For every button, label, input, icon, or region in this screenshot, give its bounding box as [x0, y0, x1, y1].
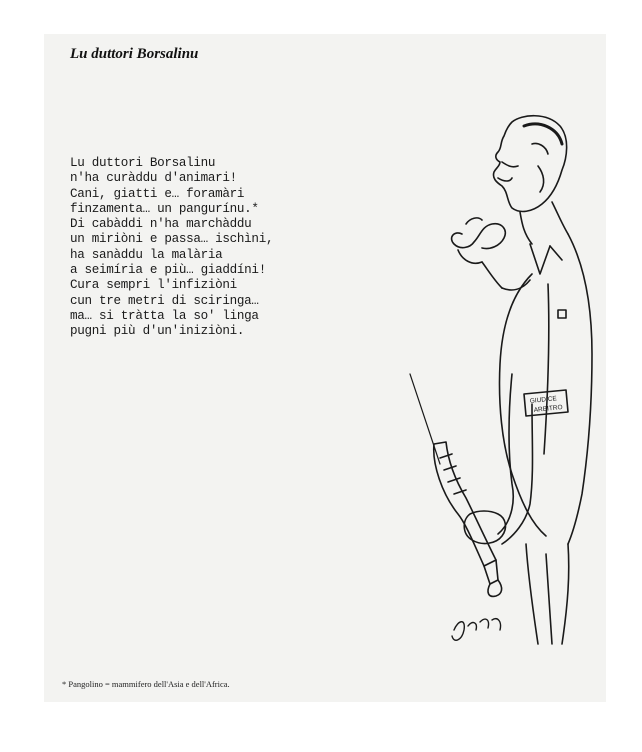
- poem-line: un miriòni e passa… ischìni,: [70, 232, 274, 247]
- poem-line: ha sanàddu la malària: [70, 247, 223, 262]
- poem-title: Lu duttori Borsalinu: [70, 46, 199, 62]
- poem-line: Lu duttori Borsalinu: [70, 156, 216, 170]
- armband-text: GIUDICE: [529, 395, 558, 405]
- artist-signature: [452, 619, 501, 641]
- poem-line: pugni più d'un'iniziòni.: [70, 324, 245, 339]
- caricature-illustration: [362, 74, 602, 664]
- doctor-legs: [526, 544, 538, 644]
- poem-line: Cura sempri l'infiziòni: [70, 278, 237, 293]
- raised-hand: [452, 224, 506, 249]
- poem-line: Cani, giatti e… foramàri: [70, 186, 245, 201]
- poem-line: n'ha curàddu d'animari!: [70, 171, 237, 186]
- poem-line: cun tre metri di sciringa…: [70, 293, 259, 308]
- syringe: [410, 374, 502, 596]
- coat: [500, 274, 547, 536]
- book-page: [44, 34, 606, 702]
- poem-line: a seimíria e più… giaddíni!: [70, 263, 266, 278]
- poem-line: ma… si tràtta la so' linga: [70, 308, 259, 323]
- armband-text: ARBITRO: [533, 404, 563, 414]
- poem-line: Di cabàddi n'ha marchàddu: [70, 217, 252, 232]
- poem-text: [70, 156, 310, 340]
- poem-line: finzamenta… un pangurínu.*: [70, 201, 259, 216]
- footnote: * Pangolino = mammifero dell'Asia e dell'Africa.: [62, 679, 230, 689]
